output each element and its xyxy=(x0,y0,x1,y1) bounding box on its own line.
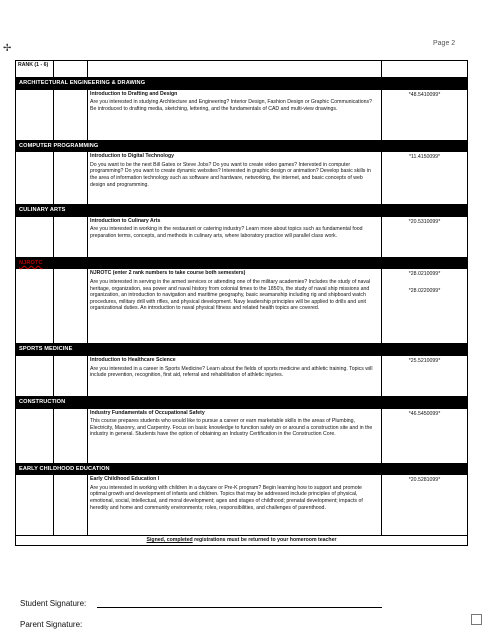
course-row-njrotc xyxy=(16,269,468,344)
category-header-construction xyxy=(16,396,468,408)
course-row-early-childhood xyxy=(16,475,468,536)
course-code: *25.5210099* xyxy=(408,357,441,364)
category-title: CONSTRUCTION xyxy=(16,396,468,408)
category-title: ARCHITECTURAL ENGINEERING & DRAWING xyxy=(16,78,468,90)
course-title: Introduction to Culinary Arts xyxy=(90,217,161,224)
footer-row xyxy=(16,536,468,546)
course-description: Are you interested in studying Architecture and Engineering? Interior Design, Fashion Design or Graphic Communications? Be introduced to drafting media, sketching, lettering, and the fundamentals of CAD and multi-view drawings. xyxy=(90,99,373,112)
course-row-healthcare xyxy=(16,355,468,396)
page-corner-marker xyxy=(471,614,482,625)
category-title: COMPUTER PROGRAMMING xyxy=(16,140,468,152)
course-row-construction xyxy=(16,408,468,463)
student-signature-label: Student Signature: xyxy=(20,599,87,608)
rank-input-digital-technology[interactable] xyxy=(16,152,54,205)
student-signature-line[interactable] xyxy=(97,607,382,608)
footer-emphasis: Signed, completed xyxy=(146,537,193,544)
category-title: EARLY CHILDHOOD EDUCATION xyxy=(16,463,468,475)
course-code: *20.5281099* xyxy=(408,477,441,484)
rank-header: RANK (1 - 6) xyxy=(16,61,54,78)
footer-instruction: registrations must be returned to your homeroom teacher xyxy=(192,537,337,544)
category-header-culinary-arts xyxy=(16,205,468,217)
category-header-early-childhood xyxy=(16,463,468,475)
course-row-digital-technology xyxy=(16,152,468,205)
rank-input-construction[interactable] xyxy=(16,408,54,463)
course-title: Introduction to Healthcare Science xyxy=(90,356,176,363)
rank-input-early-childhood[interactable] xyxy=(16,475,54,536)
category-title: SPORTS MEDICINE xyxy=(16,344,468,356)
rank-input-njrotc[interactable] xyxy=(16,269,54,344)
category-header-computer-programming xyxy=(16,140,468,152)
course-title: Industry Fundamentals of Occupational Safety xyxy=(90,409,205,416)
course-code: *46.5450099* xyxy=(408,410,441,417)
course-code: *48.5410099* xyxy=(408,91,441,98)
course-row-drafting xyxy=(16,89,468,140)
course-selection-table xyxy=(15,60,468,546)
course-title: Early Childhood Education I xyxy=(90,476,160,483)
course-description: Do you want to be the next Bill Gates or Steve Jobs? Do you want to create video games? Interested in computer programming? Do you want to create dynamic websites? Interested in graphic design or animation? Develop basic skills in the area of information technology such as software and hardware, networking, the internet, and basic concepts of web design and programming. xyxy=(90,161,371,188)
course-code-semester-1: *28.0210099* xyxy=(408,271,441,278)
course-code-semester-2: *28.0220099* xyxy=(408,287,441,294)
parent-signature-label: Parent Signature: xyxy=(20,620,83,629)
course-description: This course prepares students who would like to pursue a career or earn marketable skills in the areas of Plumbing, Electricity, Masonry, and Carpentry. Focus on basic knowledge to function safely on or around a construction site and in the industry in general. Students have the option of obtaining an Industry Certification in the Construction Core. xyxy=(90,418,373,438)
course-description: Are you interested in working with children in a daycare or Pre-K program? Begin learning how to support and promote optimal growth and development of infants and children. Topics that may be addressed include principles of physical, emotional, social, intellectual, and moral development; ages and stages of childhood; prenatal development; impacts of heredity and home and community environments; roles, responsibilities, and challenges of parenthood. xyxy=(90,484,363,511)
course-code: *11.4150099* xyxy=(408,154,441,161)
category-header-sports-medicine xyxy=(16,344,468,356)
course-description: Are you interested in working in the restaurant or catering industry? Learn more about topics such as fundamental food preparation terms, concepts, and methods in culinary arts, where laboratory practice will parallel class work. xyxy=(90,226,363,239)
course-description: Are you interested in a career in Sports Medicine? Learn about the fields of sports medicine and athletic training. Topics will include prevention, recognition, first aid, referral and rehabilitation of athletic injuries. xyxy=(90,365,373,379)
course-title: Introduction to Digital Technology xyxy=(90,153,175,160)
course-title: NJROTC (enter 2 rank numbers to take course both semesters) xyxy=(90,270,246,277)
course-description: Are you interested in serving in the armed services or attending one of the military academies? Includes the study of naval heritage, organization, sea power and naval history from colonial times to the 1850's, the study of naval ship missions and organization, an introduction to navigation and maritime geography, basic seamanship including rig and shipboard watch procedures, military drill with rifles, and physical development. Navy leadership principles will be applied to drills and unit organizational duties. An introduction to naval physical fitness and related health topics are covered. xyxy=(90,278,370,312)
category-title: NJROTC xyxy=(19,259,43,266)
rank-input-drafting[interactable] xyxy=(16,89,54,140)
table-move-handle-icon[interactable]: ✢ xyxy=(3,43,12,54)
course-row-culinary xyxy=(16,216,468,257)
rank-input-healthcare[interactable] xyxy=(16,355,54,396)
category-header-architectural xyxy=(16,78,468,90)
rank-input-culinary[interactable] xyxy=(16,216,54,257)
page-number: Page 2 xyxy=(433,40,456,47)
course-title: Introduction to Drafting and Design xyxy=(90,90,178,97)
header-row xyxy=(16,61,468,78)
course-code: *20.5310099* xyxy=(408,218,441,225)
category-title: CULINARY ARTS xyxy=(16,205,468,217)
category-header-njrotc xyxy=(16,257,468,269)
